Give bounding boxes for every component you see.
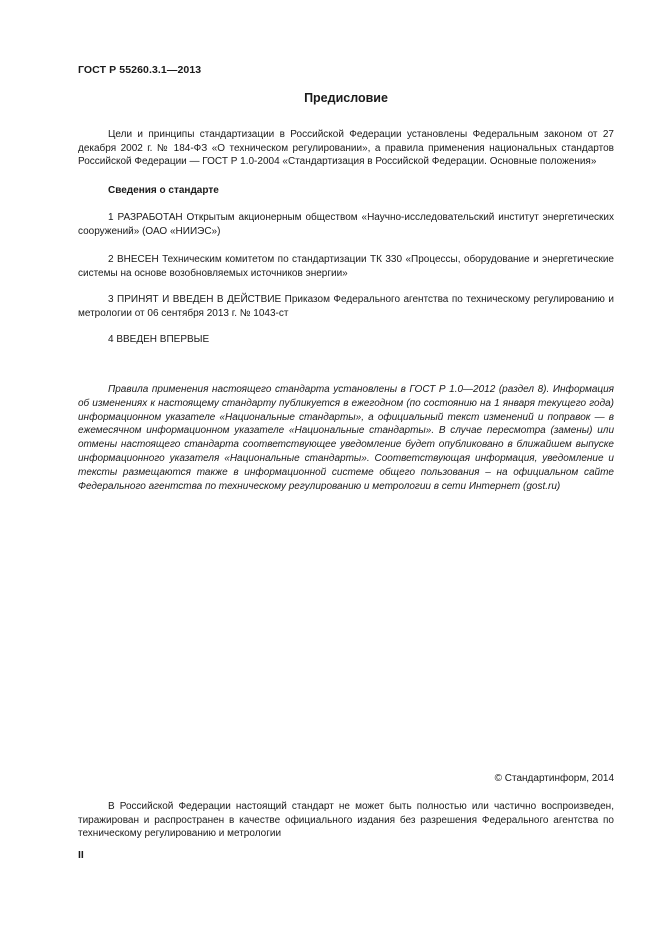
intro-paragraph: Цели и принципы стандартизации в Российской Федерации установлены Федеральным законом от 27 декабря 2002 г. № 184-ФЗ «О техническом регулировании», а правила применения национальных стандартов Российской Федерации — ГОСТ Р 1.0-2004 «Стандартизация в Российской Федерации. Основные положения»: [78, 129, 614, 168]
page-number: II: [78, 849, 84, 861]
info-item-4: 4 ВВЕДЕН ВПЕРВЫЕ: [108, 334, 210, 345]
page-title: Предисловие: [304, 91, 388, 105]
section-heading: Сведения о стандарте: [108, 185, 219, 196]
info-item-1: 1 РАЗРАБОТАН Открытым акционерным обществом «Научно-исследовательский институт энергетических сооружений» (ОАО «НИИЭС»): [78, 212, 614, 237]
info-item-2: 2 ВНЕСЕН Техническим комитетом по стандартизации ТК 330 «Процессы, оборудование и энергетические системы на основе возобновляемых источников энергии»: [78, 254, 614, 279]
info-item-3: 3 ПРИНЯТ И ВВЕДЕН В ДЕЙСТВИЕ Приказом Федерального агентства по техническому регулированию и метрологии от 06 сентября 2013 г. № 1043-ст: [78, 294, 614, 319]
reproduction-notice: В Российской Федерации настоящий стандарт не может быть полностью или частично воспроизведен, тиражирован и распространен в качестве официального издания без разрешения Федерального агентства по техническому регулированию и метрологии: [78, 801, 614, 840]
notice-paragraph: Правила применения настоящего стандарта установлены в ГОСТ Р 1.0—2012 (раздел 8). Информация об изменениях к настоящему стандарту публикуется в ежегодном (по состоянию на 1 января текущего года) информационном указателе «Национальные стандарты», а официальный текст изменений и поправок — в ежемесячном информационном указателе «Национальные стандарты». В случае пересмотра (замены) или отмены настоящего стандарта соответствующее уведомление будет опубликовано в ближайшем выпуске информационного указателя «Национальные стандарты». Соответствующая информация, уведомление и тексты размещаются также в информационной системе общего пользования – на официальном сайте Федерального агентства по техническому регулированию и метрологии в сети Интернет (gost.ru): [78, 384, 614, 492]
copyright-notice: © Стандартинформ, 2014: [494, 773, 614, 784]
document-id: ГОСТ Р 55260.3.1—2013: [78, 64, 202, 76]
